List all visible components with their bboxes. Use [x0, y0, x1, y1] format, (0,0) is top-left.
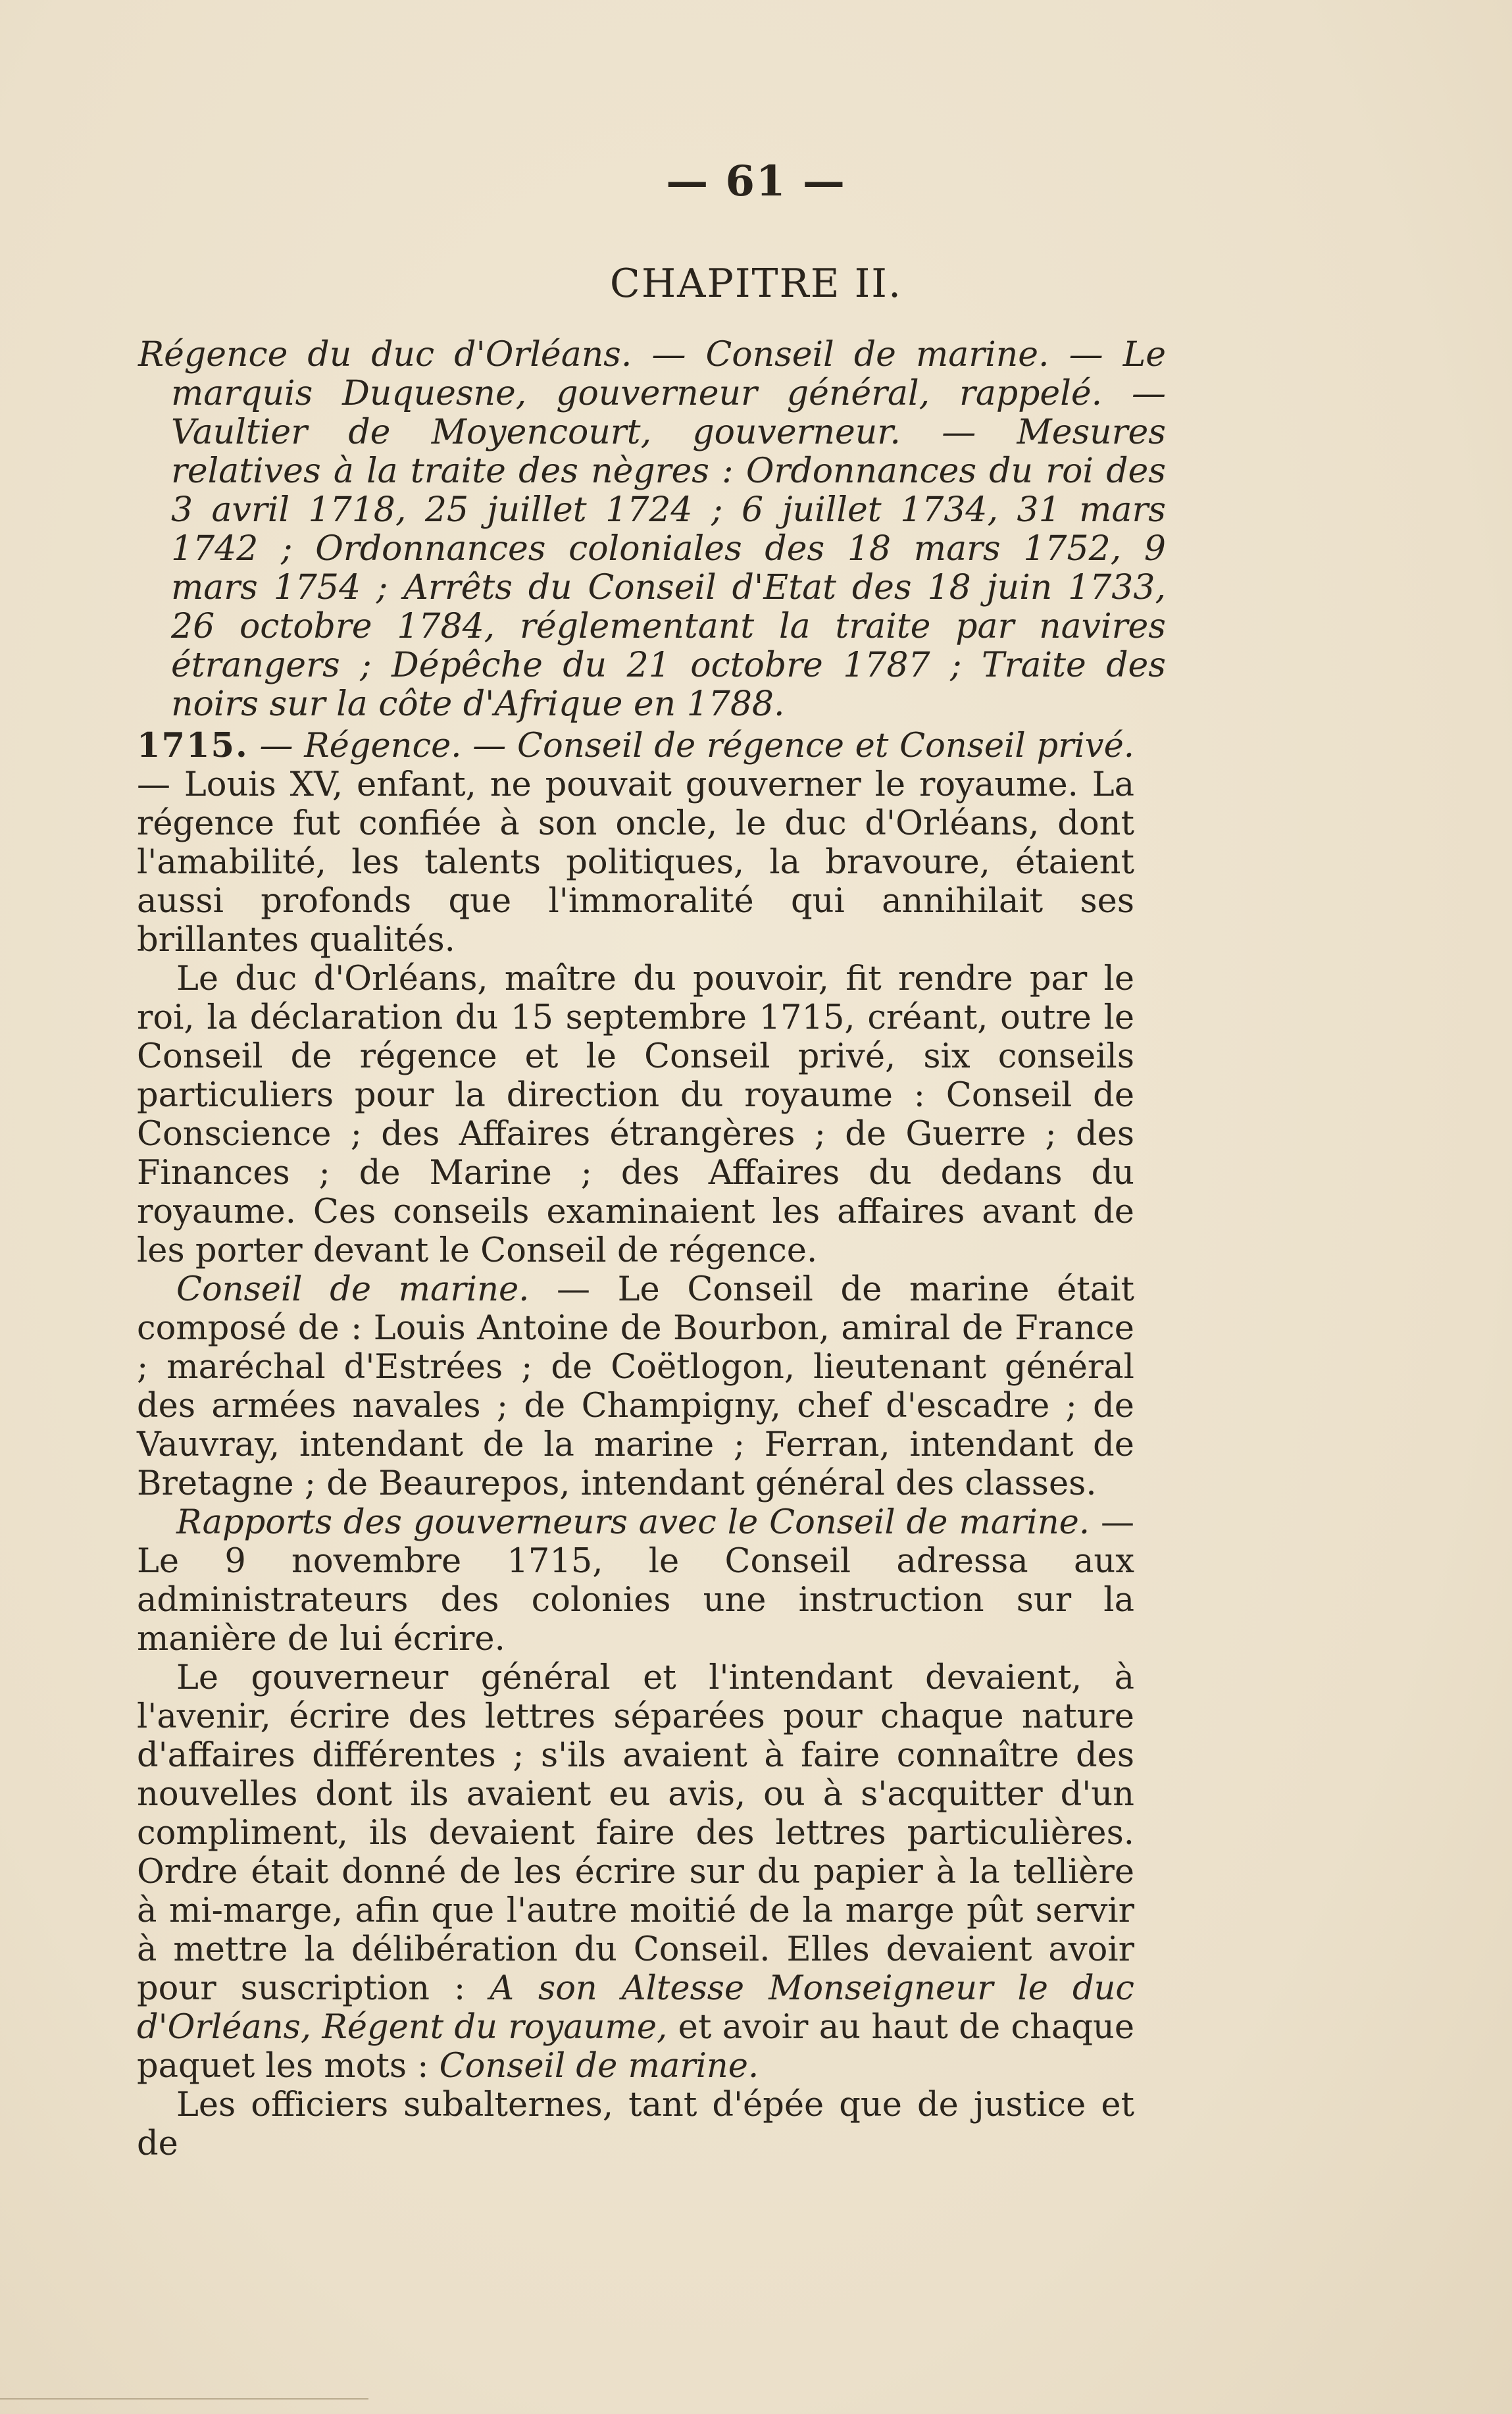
- paragraph-text: Les officiers subalternes, tant d'épée que de justice et de: [137, 2086, 1134, 2163]
- year-heading: 1715.: [137, 726, 249, 765]
- paragraph-regence: [137, 727, 1134, 960]
- italic-mots: Conseil de marine.: [439, 2047, 759, 2086]
- page-number: — 61 —: [666, 157, 846, 206]
- paragraph-lettres: [137, 1658, 1134, 2086]
- paragraph-declaration: [137, 960, 1134, 1270]
- paragraph-text: — Le Conseil de marine était composé de : Louis Antoine de Bourbon, amiral de France ; maréchal d'Estrées ; de Coëtlogon, lieutenant général des armées navales ; de Champigny, chef d'escadre ; de Vauvray, intendant de la marine ; Ferran, intendant de Bretagne ; de Beaurepos, intendant général des classes.: [137, 1270, 1134, 1503]
- chapter-summary: Régence du duc d'Orléans. — Conseil de marine. — Le marquis Duquesne, gouverneur général, rappelé. — Vaultier de Moyencourt, gouverneur. — Mesures relatives à la traite des nègres : Ordonnances du roi des 3 avril 1718, 25 juillet 1724 ; 6 juillet 1734, 31 mars 1742 ; Ordonnances coloniales des 18 mars 1752, 9 mars 1754 ; Arrêts du Conseil d'Etat des 18 juin 1733, 26 octobre 1784, réglementant la traite par navires étrangers ; Dépêche du 21 octobre 1787 ; Traite des noirs sur la côte d'Afrique en 1788.: [138, 335, 1166, 724]
- paragraph-conseil-marine: [137, 1270, 1134, 1503]
- paragraph-text: — Le 9 novembre 1715, le Conseil adressa aux administrateurs des colonies une instruction sur la manière de lui écrire.: [137, 1503, 1134, 1658]
- chapter-title: CHAPITRE II.: [609, 261, 903, 307]
- paragraph-rapports: [137, 1503, 1134, 1658]
- italic-suscription: A son Altesse Monseigneur le duc d'Orléans, Régent du royaume,: [137, 1969, 1134, 2047]
- paragraph-text: Le gouverneur général et l'intendant devaient, à l'avenir, écrire des lettres séparées pour chaque nature d'affaires différentes ; s'ils avaient à faire connaître des nouvelles dont ils avaient eu avis, ou à s'acquitter d'un compliment, ils devaient faire des lettres particulières. Ordre était donné de les écrire sur du papier à la tellière à mi-marge, afin que l'autre moitié de la marge pût servir à mettre la délibération du Conseil. Elles devaient avoir pour suscription :: [137, 1658, 1134, 2008]
- paragraph-officiers: [137, 2086, 1134, 2163]
- section-heading-regence: — Régence. — Conseil de régence et Conseil privé.: [259, 727, 1134, 765]
- page-edge-line: [0, 2398, 368, 2400]
- paragraph-text: Le duc d'Orléans, maître du pouvoir, fit rendre par le roi, la déclaration du 15 septembre 1715, créant, outre le Conseil de régence et le Conseil privé, six conseils particuliers pour la direction du royaume : Conseil de Conscience ; des Affaires étrangères ; de Guerre ; des Finances ; de Marine ; des Affaires du dedans du royaume. Ces conseils examinaient les affaires avant de les porter devant le Conseil de régence.: [137, 960, 1134, 1270]
- body-text: [137, 727, 1134, 2163]
- section-heading-rapports: Rapports des gouverneurs avec le Conseil de marine.: [176, 1503, 1090, 1542]
- paragraph-text: — Louis XV, enfant, ne pouvait gouverner le royaume. La régence fut confiée à son oncle, le duc d'Orléans, dont l'amabilité, les talents politiques, la bravoure, étaient aussi profonds que l'immoralité qui annihilait ses brillantes qualités.: [137, 765, 1134, 960]
- section-heading-conseil-marine: Conseil de marine.: [176, 1270, 530, 1309]
- paragraph-text: et avoir au haut de chaque paquet les mots :: [137, 2008, 1134, 2086]
